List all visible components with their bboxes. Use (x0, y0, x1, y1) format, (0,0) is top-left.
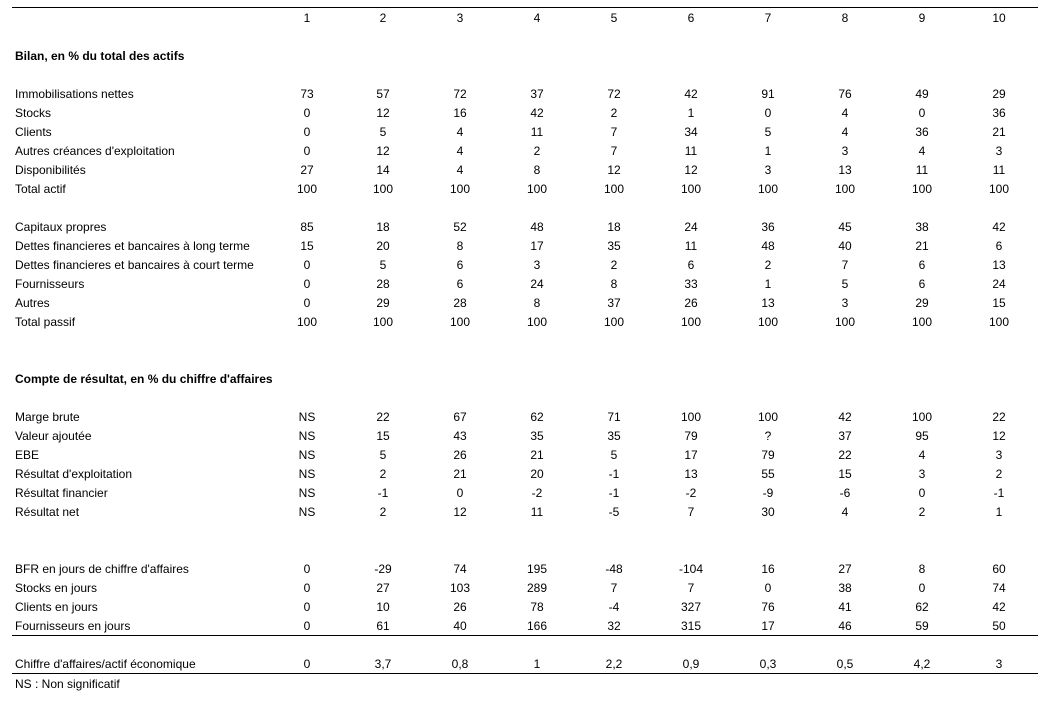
row-label: Total passif (15, 315, 76, 329)
cell: -1 (608, 467, 620, 481)
cell: 38 (838, 581, 852, 595)
cell: 3,7 (374, 657, 392, 671)
column-header: 10 (992, 11, 1006, 25)
cell: -1 (377, 486, 389, 500)
cell: 11 (915, 163, 929, 177)
cell: 1 (533, 657, 541, 671)
cell: 36 (761, 220, 775, 234)
cell: 13 (684, 467, 698, 481)
cell: 24 (530, 277, 544, 291)
cell: 100 (680, 182, 702, 196)
cell: 4 (456, 163, 464, 177)
cell: 13 (838, 163, 852, 177)
column-header: 5 (610, 11, 618, 25)
table-row (0, 579, 1040, 598)
row-label: Clients en jours (15, 600, 98, 614)
cell: 8 (610, 277, 618, 291)
cell: 29 (915, 296, 929, 310)
cell: 100 (296, 182, 318, 196)
cell: -48 (605, 562, 623, 576)
cell: 4 (918, 144, 926, 158)
cell: 2 (918, 505, 926, 519)
cell: -29 (374, 562, 392, 576)
cell: 52 (453, 220, 467, 234)
cell: 16 (453, 106, 467, 120)
cell: 100 (526, 315, 548, 329)
table-row (0, 408, 1040, 427)
cell: 5 (379, 448, 387, 462)
cell: 45 (838, 220, 852, 234)
cell: 61 (376, 619, 390, 633)
table-row (0, 85, 1040, 104)
cell: -1 (608, 486, 620, 500)
cell: 36 (915, 125, 929, 139)
cell: 71 (607, 410, 621, 424)
column-header: 4 (533, 11, 541, 25)
table-row (0, 142, 1040, 161)
cell: 100 (988, 182, 1010, 196)
cell: 2 (610, 258, 618, 272)
table-row (0, 218, 1040, 237)
cell: 2 (379, 467, 387, 481)
bottom-rule (12, 673, 1038, 674)
cell: 100 (526, 182, 548, 196)
row-label: Chiffre d'affaires/actif économique (15, 657, 196, 671)
cell: 100 (757, 410, 779, 424)
cell: 21 (530, 448, 544, 462)
cell: 28 (376, 277, 390, 291)
row-label: Disponibilités (15, 163, 86, 177)
cell: -2 (531, 486, 543, 500)
table-row (0, 598, 1040, 617)
cell: 100 (834, 182, 856, 196)
column-header: 1 (303, 11, 311, 25)
cell: 103 (449, 581, 471, 595)
table-row (0, 560, 1040, 579)
cell: 6 (456, 277, 464, 291)
cell: 3 (995, 144, 1003, 158)
cell: 100 (372, 182, 394, 196)
cell: 0,3 (759, 657, 777, 671)
cell: 36 (992, 106, 1006, 120)
cell: 100 (296, 315, 318, 329)
table-row (0, 104, 1040, 123)
cell: ? (764, 429, 772, 443)
cell: 0 (764, 106, 772, 120)
cell: 0 (456, 486, 464, 500)
column-header: 8 (841, 11, 849, 25)
cell: 42 (838, 410, 852, 424)
cell: 46 (838, 619, 852, 633)
cell: 4 (456, 144, 464, 158)
cell: 289 (526, 581, 548, 595)
cell: 40 (453, 619, 467, 633)
cell: 40 (838, 239, 852, 253)
cell: 57 (376, 87, 390, 101)
cell: 72 (607, 87, 621, 101)
cell: 12 (607, 163, 621, 177)
cell: 76 (761, 600, 775, 614)
cell: 100 (911, 315, 933, 329)
cell: 7 (687, 505, 695, 519)
cell: 12 (684, 163, 698, 177)
cell: 195 (526, 562, 548, 576)
cell: -4 (608, 600, 620, 614)
cell: 48 (761, 239, 775, 253)
compte-section-title: Compte de résultat, en % du chiffre d'affaires (15, 372, 273, 386)
cell: 42 (684, 87, 698, 101)
cell: 14 (376, 163, 390, 177)
top-rule (12, 7, 1038, 8)
cell: 6 (918, 258, 926, 272)
cell: 0 (303, 125, 311, 139)
cell: 3 (995, 448, 1003, 462)
table-row (0, 465, 1040, 484)
cell: 24 (684, 220, 698, 234)
table-row (0, 294, 1040, 313)
column-header-row (0, 9, 1040, 28)
cell: 100 (757, 182, 779, 196)
cell: 15 (376, 429, 390, 443)
row-label: Capitaux propres (15, 220, 107, 234)
cell: 11 (684, 144, 698, 158)
cell: 6 (918, 277, 926, 291)
cell: 8 (533, 296, 541, 310)
cell: 166 (526, 619, 548, 633)
cell: 0 (303, 144, 311, 158)
cell: 42 (530, 106, 544, 120)
row-label: Résultat financier (15, 486, 108, 500)
cell: 50 (992, 619, 1006, 633)
cell: 8 (918, 562, 926, 576)
cell: 79 (684, 429, 698, 443)
cell: NS (298, 410, 316, 424)
table-row (0, 256, 1040, 275)
cell: 0,8 (451, 657, 469, 671)
cell: -1 (993, 486, 1005, 500)
cell: 59 (915, 619, 929, 633)
cell: 15 (300, 239, 314, 253)
cell: 2 (995, 467, 1003, 481)
cell: 17 (684, 448, 698, 462)
cell: 33 (684, 277, 698, 291)
cell: 24 (992, 277, 1006, 291)
cell: 8 (533, 163, 541, 177)
cell: 49 (915, 87, 929, 101)
cell: 8 (456, 239, 464, 253)
row-label: Valeur ajoutée (15, 429, 92, 443)
cell: 27 (838, 562, 852, 576)
cell: 5 (841, 277, 849, 291)
cell: 6 (995, 239, 1003, 253)
cell: NS (298, 505, 316, 519)
cell: -104 (678, 562, 704, 576)
cell: 2 (533, 144, 541, 158)
footnote: NS : Non significatif (15, 677, 120, 691)
table-row (0, 484, 1040, 503)
cell: 100 (911, 410, 933, 424)
cell: 1 (687, 106, 695, 120)
cell: 4 (841, 106, 849, 120)
cell: 27 (376, 581, 390, 595)
cell: 21 (915, 239, 929, 253)
cell: 0 (303, 296, 311, 310)
cell: 22 (992, 410, 1006, 424)
cell: 100 (757, 315, 779, 329)
middle-rule (12, 635, 1038, 636)
cell: 2 (379, 505, 387, 519)
cell: 4 (841, 505, 849, 519)
row-label: EBE (15, 448, 40, 462)
row-label: Fournisseurs (15, 277, 85, 291)
cell: -6 (839, 486, 851, 500)
cell: NS (298, 467, 316, 481)
cell: 0,5 (836, 657, 854, 671)
cell: 100 (680, 315, 702, 329)
cell: 3 (841, 296, 849, 310)
row-label: Marge brute (15, 410, 80, 424)
cell: 30 (761, 505, 775, 519)
cell: -9 (762, 486, 774, 500)
row-label: Fournisseurs en jours (15, 619, 131, 633)
cell: 72 (453, 87, 467, 101)
cell: 26 (453, 448, 467, 462)
cell: 26 (684, 296, 698, 310)
cell: 32 (607, 619, 621, 633)
row-label: Dettes financieres et bancaires à long terme (15, 239, 250, 253)
cell: 18 (607, 220, 621, 234)
column-header: 6 (687, 11, 695, 25)
cell: 37 (838, 429, 852, 443)
row-label: Clients (15, 125, 52, 139)
cell: 7 (841, 258, 849, 272)
cell: 16 (761, 562, 775, 576)
cell: 15 (838, 467, 852, 481)
table-row (0, 446, 1040, 465)
cell: 76 (838, 87, 852, 101)
cell: 22 (376, 410, 390, 424)
cell: 3 (918, 467, 926, 481)
cell: 67 (453, 410, 467, 424)
cell: 0 (303, 657, 311, 671)
total-row (0, 313, 1040, 332)
cell: 12 (376, 106, 390, 120)
cell: 29 (376, 296, 390, 310)
table-row (0, 123, 1040, 142)
cell: 43 (453, 429, 467, 443)
cell: 1 (764, 144, 772, 158)
row-label: Stocks (15, 106, 52, 120)
cell: 5 (610, 448, 618, 462)
cell: 327 (680, 600, 702, 614)
cell: 315 (680, 619, 702, 633)
cell: 48 (530, 220, 544, 234)
bilan-section-title: Bilan, en % du total des actifs (15, 49, 185, 63)
cell: 38 (915, 220, 929, 234)
cell: 73 (300, 87, 314, 101)
cell: 7 (610, 125, 618, 139)
cell: 17 (761, 619, 775, 633)
cell: 0 (918, 106, 926, 120)
cell: 2,2 (605, 657, 623, 671)
row-label: Total actif (15, 182, 66, 196)
cell: 10 (376, 600, 390, 614)
cell: 100 (603, 315, 625, 329)
table-row (0, 161, 1040, 180)
cell: 0 (303, 581, 311, 595)
cell: 3 (533, 258, 541, 272)
cell: 0 (918, 486, 926, 500)
row-label: BFR en jours de chiffre d'affaires (15, 562, 189, 576)
cell: 0 (918, 581, 926, 595)
cell: 17 (530, 239, 544, 253)
cell: 100 (834, 315, 856, 329)
cell: 62 (530, 410, 544, 424)
row-label: Stocks en jours (15, 581, 98, 595)
cell: 100 (372, 315, 394, 329)
total-row (0, 180, 1040, 199)
row-label: Résultat net (15, 505, 80, 519)
cell: 13 (761, 296, 775, 310)
cell: 79 (761, 448, 775, 462)
row-label: Autres créances d'exploitation (15, 144, 175, 158)
cell: NS (298, 486, 316, 500)
cell: 0 (303, 258, 311, 272)
cell: 26 (453, 600, 467, 614)
cell: 12 (376, 144, 390, 158)
cell: 78 (530, 600, 544, 614)
cell: 37 (530, 87, 544, 101)
cell: 7 (610, 581, 618, 595)
cell: 4 (456, 125, 464, 139)
cell: 0 (764, 581, 772, 595)
cell: 1 (995, 505, 1003, 519)
cell: -2 (685, 486, 697, 500)
table-row (0, 617, 1040, 636)
cell: 100 (449, 182, 471, 196)
cell: 4,2 (913, 657, 931, 671)
cell: 11 (684, 239, 698, 253)
cell: 0 (303, 619, 311, 633)
cell: 3 (995, 657, 1003, 671)
cell: 35 (607, 239, 621, 253)
cell: 6 (456, 258, 464, 272)
cell: 20 (530, 467, 544, 481)
cell: 7 (687, 581, 695, 595)
cell: 1 (764, 277, 772, 291)
compte-section-title-row (0, 370, 1040, 389)
cell: 5 (379, 258, 387, 272)
cell: 4 (918, 448, 926, 462)
cell: 100 (911, 182, 933, 196)
cell: 18 (376, 220, 390, 234)
cell: 4 (841, 125, 849, 139)
cell: 21 (992, 125, 1006, 139)
cell: 12 (453, 505, 467, 519)
cell: 42 (992, 220, 1006, 234)
column-header: 3 (456, 11, 464, 25)
cell: 20 (376, 239, 390, 253)
column-header: 9 (918, 11, 926, 25)
table-row (0, 427, 1040, 446)
cell: 55 (761, 467, 775, 481)
cell: 21 (453, 467, 467, 481)
cell: 6 (687, 258, 695, 272)
cell: 11 (992, 163, 1006, 177)
row-label: Autres (15, 296, 50, 310)
cell: 7 (610, 144, 618, 158)
cell: 62 (915, 600, 929, 614)
cell: 100 (449, 315, 471, 329)
cell: 0 (303, 600, 311, 614)
cell: 0,9 (682, 657, 700, 671)
cell: 41 (838, 600, 852, 614)
cell: 0 (303, 277, 311, 291)
cell: 2 (764, 258, 772, 272)
cell: 35 (530, 429, 544, 443)
column-header: 2 (379, 11, 387, 25)
cell: 100 (988, 315, 1010, 329)
cell: NS (298, 429, 316, 443)
row-label: Immobilisations nettes (15, 87, 134, 101)
cell: 11 (530, 505, 544, 519)
cell: 34 (684, 125, 698, 139)
rotation-row (0, 655, 1040, 674)
cell: 3 (764, 163, 772, 177)
row-label: Résultat d'exploitation (15, 467, 133, 481)
cell: 91 (761, 87, 775, 101)
cell: 35 (607, 429, 621, 443)
cell: 28 (453, 296, 467, 310)
bilan-section-title-row (0, 47, 1040, 66)
cell: 11 (530, 125, 544, 139)
cell: 2 (610, 106, 618, 120)
cell: 95 (915, 429, 929, 443)
cell: 74 (992, 581, 1006, 595)
row-label: Dettes financieres et bancaires à court terme (15, 258, 254, 272)
cell: 15 (992, 296, 1006, 310)
cell: 13 (992, 258, 1006, 272)
cell: 3 (841, 144, 849, 158)
cell: 85 (300, 220, 314, 234)
table-row (0, 237, 1040, 256)
cell: 60 (992, 562, 1006, 576)
cell: 0 (303, 562, 311, 576)
cell: 22 (838, 448, 852, 462)
cell: 5 (764, 125, 772, 139)
cell: 100 (603, 182, 625, 196)
cell: -5 (608, 505, 620, 519)
cell: NS (298, 448, 316, 462)
cell: 100 (680, 410, 702, 424)
table-row (0, 275, 1040, 294)
cell: 74 (453, 562, 467, 576)
cell: 37 (607, 296, 621, 310)
cell: 0 (303, 106, 311, 120)
cell: 29 (992, 87, 1006, 101)
cell: 42 (992, 600, 1006, 614)
cell: 5 (379, 125, 387, 139)
cell: 12 (992, 429, 1006, 443)
column-header: 7 (764, 11, 772, 25)
cell: 27 (300, 163, 314, 177)
table-row (0, 503, 1040, 522)
